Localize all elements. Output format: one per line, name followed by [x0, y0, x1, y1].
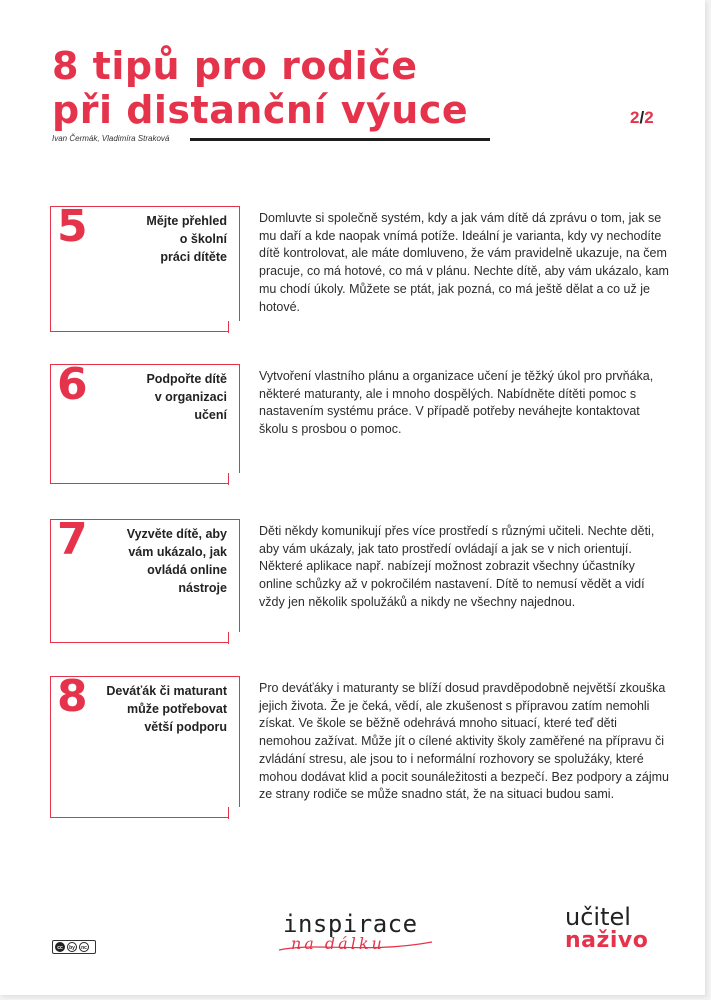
title-line-1: 8 tipů pro rodiče: [52, 44, 418, 88]
tip-heading-line: Mějte přehled: [146, 214, 227, 228]
logo-word: inspirace: [283, 910, 418, 938]
tip-heading-line: v organizaci: [154, 390, 227, 404]
title-divider: [190, 138, 490, 141]
page-total: 2: [644, 108, 654, 127]
tip-6-text: Vytvoření vlastního plánu a organizace učení je těžký úkol pro prvňáka, některé maturanty, ale i mnoho dospělých. Nabídněte dítěti pomoc s nastavením systému práce. V případě potřeby neváhejte kontaktovat školu s prosbou o pomoc.: [259, 369, 654, 437]
nc-icon: nc: [79, 942, 89, 952]
tip-heading-line: práci dítěte: [160, 250, 227, 264]
page-number: [630, 108, 654, 128]
logo-line-2: naživo: [565, 928, 649, 953]
corner-cut: [228, 807, 241, 819]
tip-heading-line: může potřebovat: [126, 702, 227, 716]
tip-box: [50, 514, 240, 643]
ucitel-nazivo-logo: [565, 905, 648, 953]
tip-8: [50, 671, 240, 818]
authors: Ivan Čermák, Vladimíra Straková: [52, 134, 170, 143]
tip-5: [50, 201, 240, 332]
title-line-2: při distanční výuce: [52, 88, 469, 132]
tip-heading-line: o školní: [179, 232, 227, 246]
tip-heading-line: Podpořte dítě: [146, 372, 227, 386]
tip-heading-line: vám ukázalo, jak: [128, 545, 227, 559]
corner-cut: [228, 321, 241, 333]
tip-heading: [146, 212, 227, 266]
tip-7-text: Děti někdy komunikují přes více prostředí s různými učiteli. Nechte děti, aby vám ukázaly, jak tato prostředí ovládají a jak se v nich orientují. Některé aplikace např. nabízejí možnost zobrazit všechny účastníky online schůzky až v pokročilém nastavení. Dítě to nemusí vědět a vidí vždy jen několik spolužáků a nikdy ne všechny najednou.: [259, 524, 655, 609]
tip-7: [50, 514, 240, 643]
tip-5-text: Domluvte si společně systém, kdy a jak vám dítě dá zprávu o tom, jak se mu daří a kde naopak vnímá potíže. Ideální je varianta, kdy vy nechodíte dítě kontrolovat, ale máte domluveno, že vám pravidelně ukazuje, na čem pracuje, co má hotové, co má v plánu. Nechte dítě, aby vám ukázalo, kam mu chodí úkoly. Můžete se ptát, jak pozná, co má ještě dělat a co už je hotové.: [259, 211, 669, 314]
corner-cut: [228, 473, 241, 485]
logo-line-1: učitel: [565, 903, 631, 931]
by-icon: by: [67, 942, 77, 952]
tip-heading: [106, 682, 227, 736]
tip-number: 6: [57, 359, 88, 410]
corner-cut: [228, 632, 241, 644]
tip-8-text: Pro deváťáky i maturanty se blíží dosud pravděpodobně největší zkouška jejich života. Že je čeká, vědí, ale zkušenost s přípravou zatím nemohli získat. Ve škole se běžně odehrává mnoho situací, které teď děti nemohou zažívat. Může jít o cílené aktivity školy zaměřené na přípravu či zvládání stresu, ale jsou to i neformální rozhovory se spolužáky, které mohou dodávat klid a pocit sounáležitosti a bezpečí. Bez podpory a zájmu ze strany rodiče se může snadno stát, že na situaci budou sami.: [259, 681, 669, 802]
logo-script: na dálku: [291, 934, 385, 953]
page-current: 2: [630, 108, 640, 127]
tip-box: [50, 671, 240, 818]
tip-number: 5: [57, 201, 88, 252]
tip-box: [50, 359, 240, 484]
tip-heading-line: ovládá online: [147, 563, 227, 577]
logo-swoosh: [277, 936, 437, 956]
page-title: [52, 44, 468, 132]
inspirace-na-dalku-logo: [283, 910, 418, 953]
tip-box: [50, 201, 240, 332]
tip-heading: [127, 525, 227, 597]
tip-heading-line: větší podporu: [144, 720, 227, 734]
tip-heading-line: Deváťák či maturant: [106, 684, 227, 698]
page-separator: /: [639, 108, 645, 127]
creative-commons-license-icon: [52, 940, 96, 954]
tip-heading-line: Vyzvěte dítě, aby: [126, 527, 227, 541]
tip-heading: [146, 370, 227, 424]
tip-6: [50, 359, 240, 484]
tip-number: 8: [57, 671, 88, 722]
tip-heading-line: učení: [194, 408, 227, 422]
tip-number: 7: [57, 514, 88, 565]
cc-icon: cc: [55, 942, 65, 952]
tip-heading-line: nástroje: [178, 581, 227, 595]
